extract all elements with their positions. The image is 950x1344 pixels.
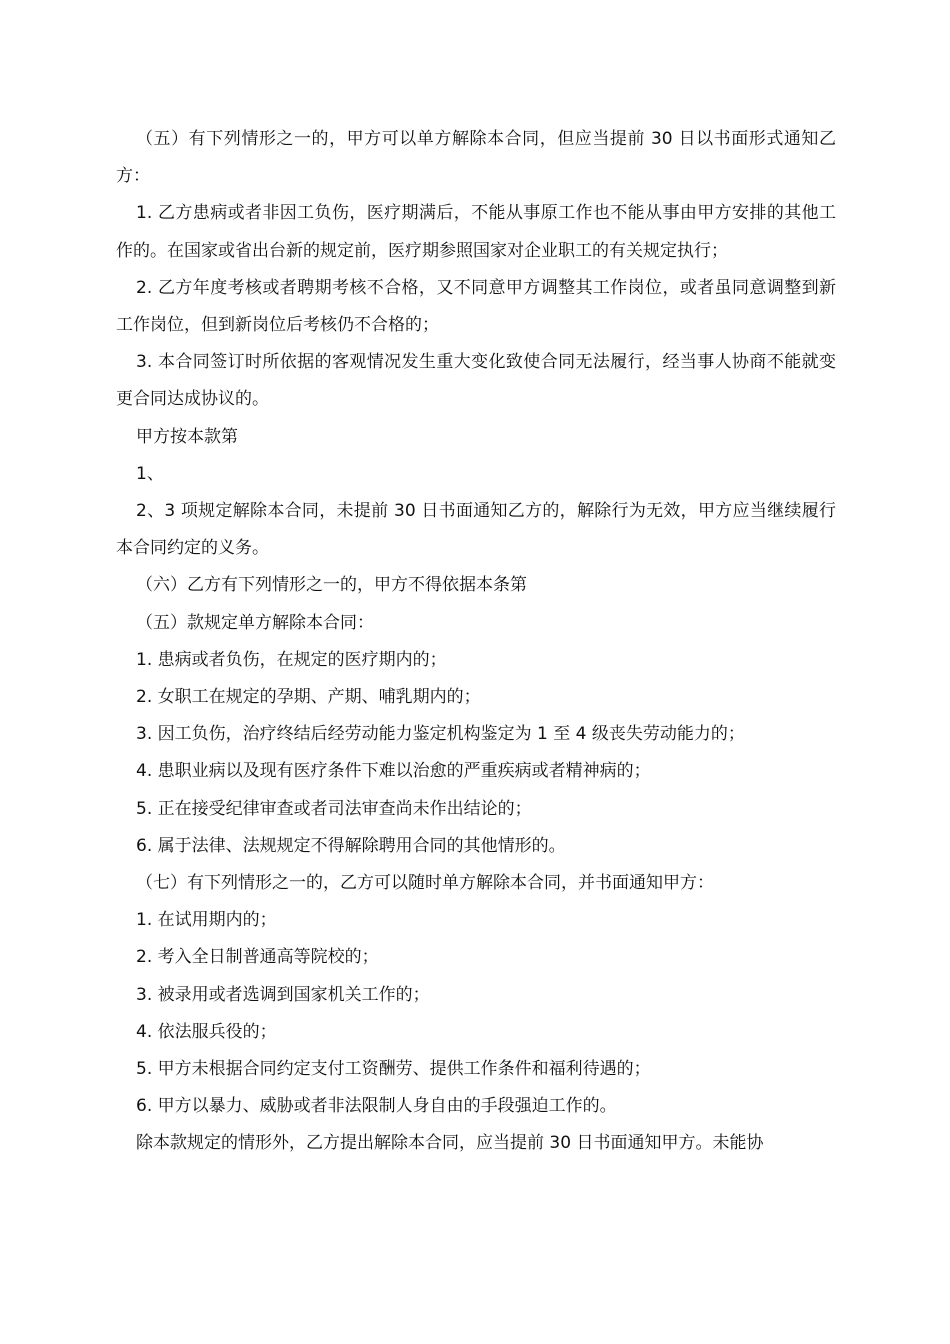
paragraph-clause-7-item-4: 4. 依法服兵役的； [136,1021,277,1042]
paragraph-clause-7-item-6: 6. 甲方以暴力、威胁或者非法限制人身自由的手段强迫工作的。 [136,1096,617,1117]
paragraph-clause-7-item-3: 3. 被录用或者选调到国家机关工作的； [136,984,430,1005]
paragraph-clause-5-intro: （五）有下列情形之一的，甲方可以单方解除本合同，但应当提前 30 日以书面形式通知乙方： [116,129,836,187]
paragraph-clause-5-item-2: 2. 乙方年度考核或者聘期考核不合格，又不同意甲方调整其工作岗位，或者虽同意调整到新工作岗位，但到新岗位后考核仍不合格的； [116,277,836,336]
paragraph-clause-7-intro: （七）有下列情形之一的，乙方可以随时单方解除本合同，并书面通知甲方： [136,873,714,894]
paragraph-clause-6-item-1: 1. 患病或者负伤，在规定的医疗期内的； [136,649,447,670]
paragraph-clause-6-intro-b: （五）款规定单方解除本合同： [136,612,374,633]
paragraph-clause-6-item-6: 6. 属于法律、法规规定不得解除聘用合同的其他情形的。 [136,835,566,856]
paragraph-clause-6-intro-a: （六）乙方有下列情形之一的，甲方不得依据本条第 [136,575,527,596]
paragraph-clause-7-item-2: 2. 考入全日制普通高等院校的； [136,947,379,968]
paragraph-clause-6-item-2: 2. 女职工在规定的孕期、产期、哺乳期内的； [136,687,481,708]
document-body [116,121,836,1163]
paragraph-clause-7-item-5: 5. 甲方未根据合同约定支付工资酬劳、提供工作条件和福利待遇的； [136,1059,651,1080]
paragraph-clause-6-item-4: 4. 患职业病以及现有医疗条件下难以治愈的严重疾病或者精神病的； [136,761,651,782]
paragraph-clause-5-item-3: 3. 本合同签订时所依据的客观情况发生重大变化致使合同无法履行，经当事人协商不能就变更合同达成协议的。 [116,352,836,410]
paragraph-clause-7-item-1: 1. 在试用期内的； [136,910,277,931]
paragraph-clause-6-item-3: 3. 因工负伤，治疗终结后经劳动能力鉴定机构鉴定为 1 至 4 级丧失劳动能力的； [136,724,745,745]
paragraph-clause-5-item-1: 1. 乙方患病或者非因工负伤，医疗期满后，不能从事原工作也不能从事由甲方安排的其他工作的。在国家或省出台新的规定前，医疗期参照国家对企业职工的有关规定执行； [116,203,836,261]
paragraph-clause-5-note-b: 1、 [136,463,164,484]
paragraph-clause-5-note-a: 甲方按本款第 [136,426,238,447]
paragraph-clause-7-closing: 除本款规定的情形外，乙方提出解除本合同，应当提前 30 日书面通知甲方。未能协 [136,1133,764,1154]
paragraph-clause-5-note-c: 2、3 项规定解除本合同，未提前 30 日书面通知乙方的，解除行为无效，甲方应当继续履行本合同约定的义务。 [116,501,836,559]
paragraph-clause-6-item-5: 5. 正在接受纪律审查或者司法审查尚未作出结论的； [136,798,532,819]
